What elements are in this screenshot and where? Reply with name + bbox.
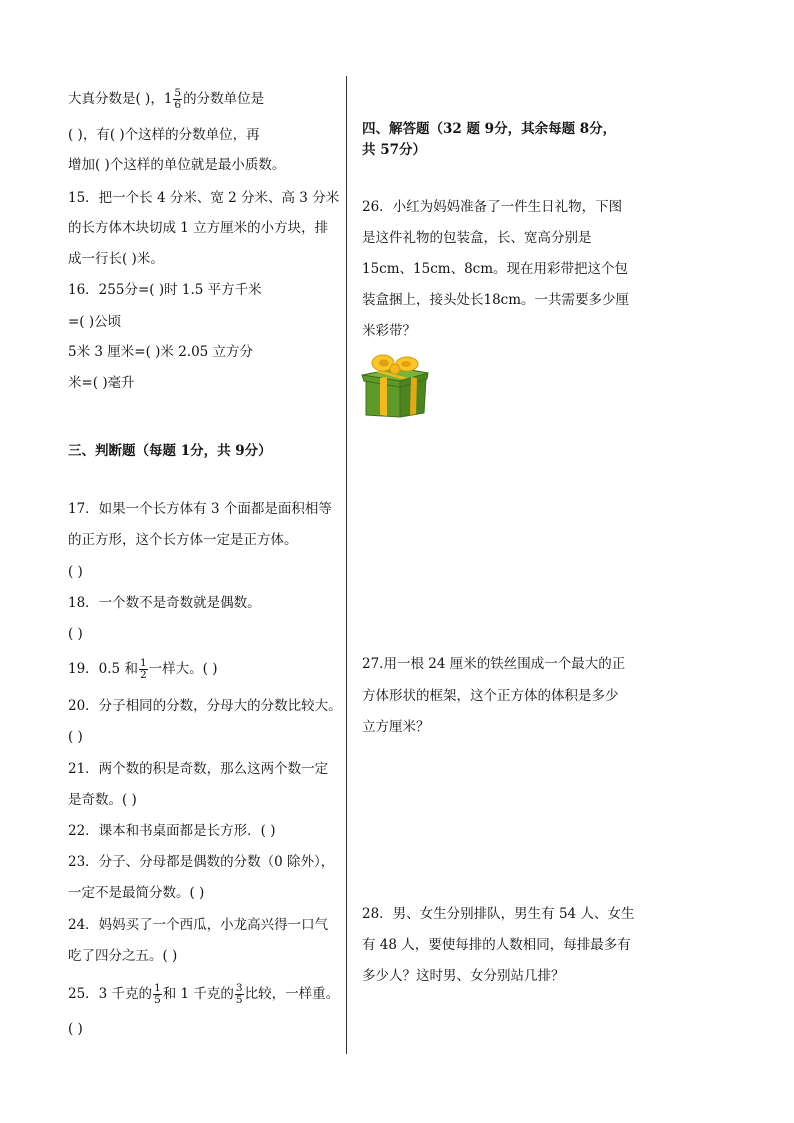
q27-line-2: 方体形状的框架，这个正方体的体积是多少	[362, 688, 619, 704]
q26-line-3: 15cm、15cm、8cm。现在用彩带把这个包	[362, 261, 629, 277]
q23-line-1: 23．分子、分母都是偶数的分数（0 除外），	[68, 854, 335, 870]
q19-text-b: 一样大。( )	[148, 661, 218, 677]
q18-line-1: 18．一个数不是奇数就是偶数。	[68, 595, 261, 611]
q14-text-b: 的分数单位是	[183, 91, 265, 107]
q18-answer: ( )	[68, 626, 83, 642]
q19-line	[68, 658, 217, 681]
column-divider	[346, 76, 347, 1054]
q25-text-c: 比较，一样重。	[244, 986, 340, 1002]
one-fifth-fraction: $\frac{1}{5}$	[154, 982, 161, 1006]
q21-line-1: 21．两个数的积是奇数，那么这两个数一定	[68, 761, 329, 777]
q24-line-2: 吃了四分之五。( )	[68, 948, 178, 964]
q14-line-2: ( )，有( )个这样的分数单位，再	[68, 127, 260, 143]
q26-line-4: 装盒捆上，接头处长18cm。一共需要多少厘	[362, 292, 630, 308]
section-3-heading: 三、判断题（每题 1分，共 9分）	[68, 443, 272, 459]
three-fifths-fraction: $\frac{3}{5}$	[235, 982, 243, 1006]
mixed-number-fraction: $\frac{5}{6}$	[174, 87, 182, 111]
q25-answer: ( )	[68, 1021, 83, 1037]
section-4-heading-line-1: 四、解答题（32 题 9分，其余每题 8分，	[362, 121, 617, 137]
q20-line-1: 20．分子相同的分数，分母大的分数比较大。	[68, 698, 342, 714]
q28-line-3: 多少人？这时男、女分别站几排？	[362, 968, 565, 984]
q16-line-1: 16．255分=( )时 1.5 平方千米	[68, 282, 262, 298]
q14-line-3: 增加( )个这样的单位就是最小质数。	[68, 157, 286, 173]
q15-line-2: 的长方体木块切成 1 立方厘米的小方块，排	[68, 220, 329, 236]
q20-answer: ( )	[68, 729, 83, 745]
q15-line-3: 成一行长( )米。	[68, 251, 164, 267]
q25-text-a: 25．3 千克的	[68, 986, 153, 1002]
q26-line-1: 26．小红为妈妈准备了一件生日礼物，下图	[362, 199, 623, 215]
q26-line-5: 米彩带？	[362, 323, 416, 339]
q15-line-1: 15．把一个长 4 分米、宽 2 分米、高 3 分米	[68, 190, 340, 206]
q16-line-3: 5米 3 厘米=( )米 2.05 立方分	[68, 344, 254, 360]
q14-text-a: 大真分数是( )，1	[68, 91, 173, 107]
q24-line-1: 24．妈妈买了一个西瓜，小龙高兴得一口气	[68, 917, 329, 933]
q17-line-1: 17．如果一个长方体有 3 个面都是面积相等	[68, 501, 332, 517]
q16-line-2: =( )公顷	[68, 314, 122, 330]
q28-line-1: 28．男、女生分别排队，男生有 54 人、女生	[362, 906, 635, 922]
q19-text-a: 19．0.5 和	[68, 661, 138, 677]
q14-line-1	[68, 88, 264, 111]
q21-line-2: 是奇数。( )	[68, 792, 137, 808]
q17-line-2: 的正方形，这个长方体一定是正方体。	[68, 532, 298, 548]
q16-line-4: 米=( )毫升	[68, 375, 135, 391]
q27-line-1: 27.用一根 24 厘米的铁丝围成一个最大的正	[362, 656, 626, 672]
q28-line-2: 有 48 人，要使每排的人数相同，每排最多有	[362, 937, 631, 953]
q26-line-2: 是这件礼物的包装盒，长、宽高分别是	[362, 230, 592, 246]
q27-line-3: 立方厘米？	[362, 719, 430, 735]
q17-answer: ( )	[68, 564, 83, 580]
section-4-heading-line-2: 共 57分）	[362, 142, 426, 158]
gift-box-icon	[360, 353, 430, 419]
q25-line	[68, 983, 339, 1006]
q25-text-b: 和 1 千克的	[162, 986, 234, 1002]
q23-line-2: 一定不是最简分数。( )	[68, 885, 205, 901]
q22-line: 22．课本和书桌面都是长方形．( )	[68, 823, 276, 839]
half-fraction: $\frac{1}{2}$	[139, 657, 147, 681]
